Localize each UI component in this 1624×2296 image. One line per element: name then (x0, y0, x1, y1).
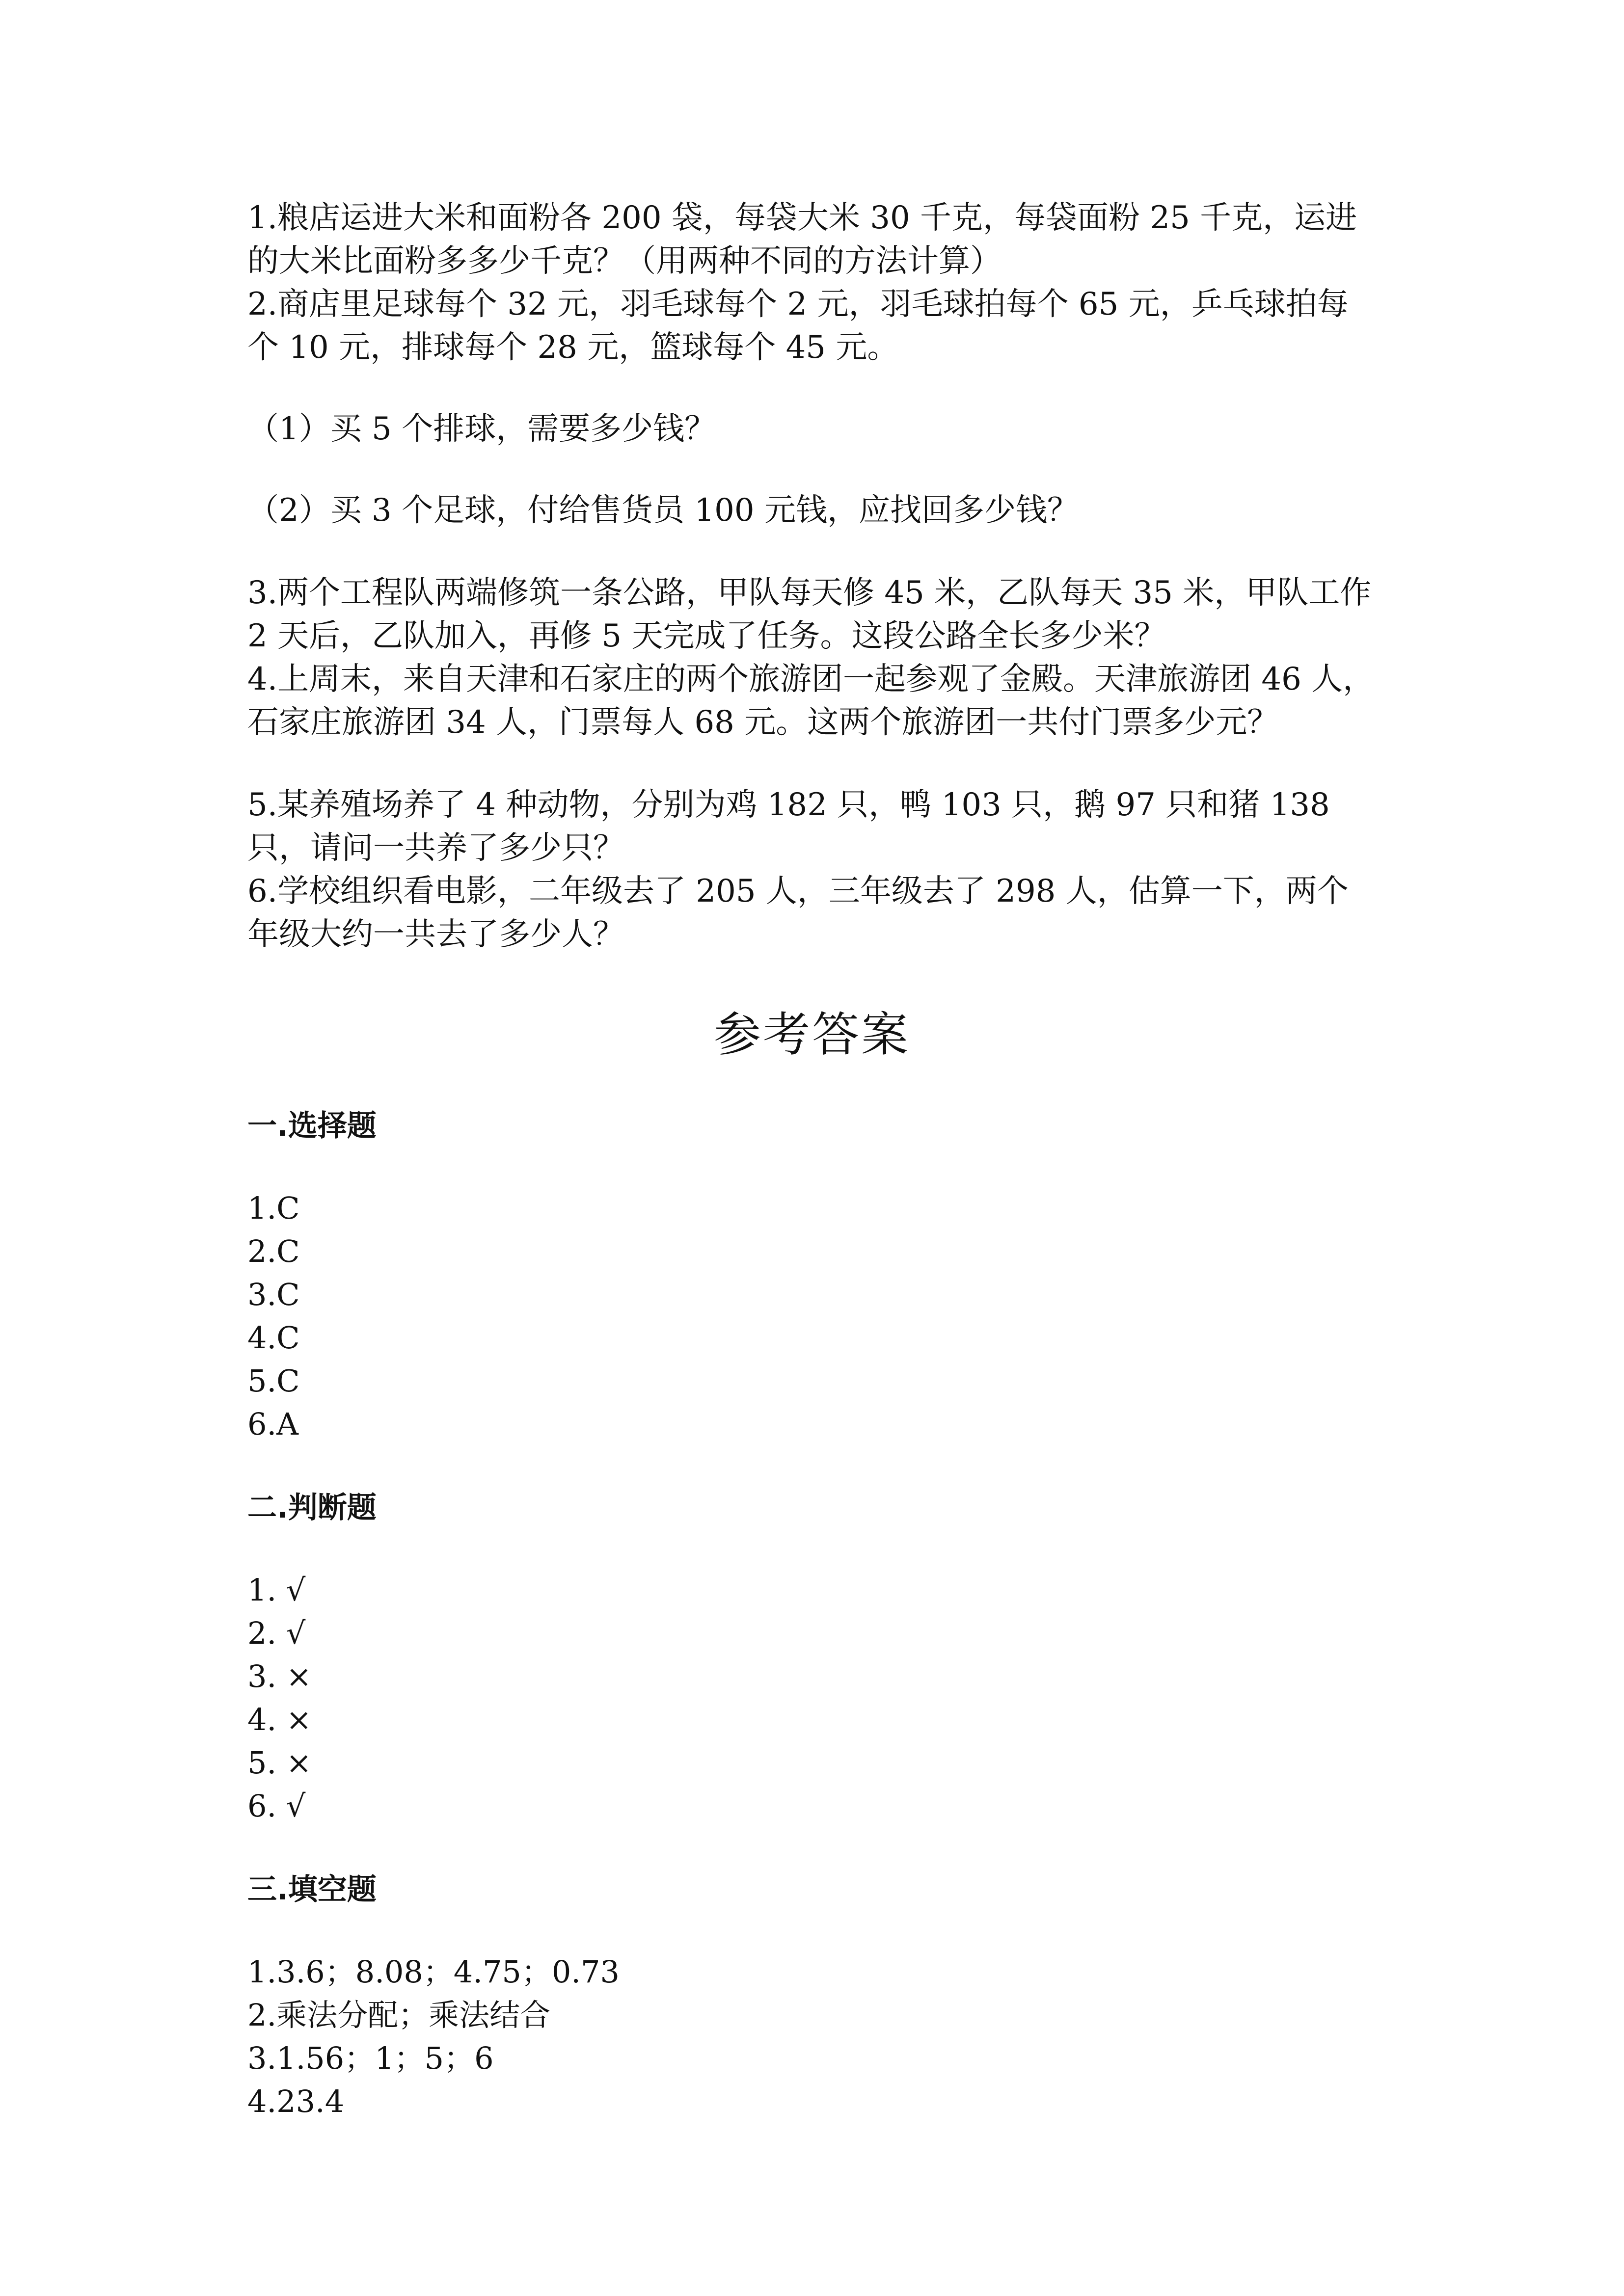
answer-list-fill-blank (247, 1950, 1377, 2123)
answer-item: 4.C (247, 1320, 300, 1356)
problem-2-sub-1: （1）买 5 个排球，需要多少钱？ (247, 411, 716, 447)
answer-item: 1.C (247, 1190, 300, 1226)
answer-item: 6. √ (247, 1788, 306, 1824)
problem-2-sub-2: （2）买 3 个足球，付给售货员 100 元钱，应找回多少钱？ (247, 492, 1079, 529)
section-heading-fill-blank: 三.填空题 (247, 1872, 377, 1907)
answer-item: 2.C (247, 1233, 300, 1269)
problem-1: 1.粮店运进大米和面粉各 200 袋，每袋大米 30 千克，每袋面粉 25 千克，运进的大米比面粉多多少千克？（用两种不同的方法计算） (247, 200, 1357, 279)
answer-item: 5.C (247, 1363, 300, 1399)
answer-item: 3.1.56；1；5；6 (247, 2040, 494, 2076)
answer-item: 1. √ (247, 1572, 306, 1608)
section-heading-judgement: 二.判断题 (247, 1491, 377, 1525)
problem-2: 2.商店里足球每个 32 元，羽毛球每个 2 元，羽毛球拍每个 65 元，乒乓球拍每个 10 元，排球每个 28 元，篮球每个 45 元。 (247, 286, 1349, 366)
answer-item: 4. × (247, 1702, 312, 1737)
problem-6: 6.学校组织看电影，二年级去了 205 人，三年级去了 298 人，估算一下，两个年级大约一共去了多少人？ (247, 873, 1349, 953)
answer-item: 6.A (247, 1406, 298, 1442)
answer-item: 3.C (247, 1277, 300, 1312)
problem-5: 5.某养殖场养了 4 种动物，分别为鸡 182 只，鸭 103 只，鹅 97 只和猪 138 只，请问一共养了多少只？ (247, 787, 1330, 866)
answer-item: 2. √ (247, 1615, 306, 1651)
answer-title: 参考答案 (714, 1007, 910, 1062)
answer-item: 5. × (247, 1745, 312, 1781)
answer-list-judgement (247, 1569, 1377, 1828)
answer-list-choice (247, 1187, 1377, 1446)
answer-item: 3. × (247, 1658, 312, 1694)
answer-item: 1.3.6；8.08；4.75；0.73 (247, 1954, 620, 1990)
problem-4: 4.上周末，来自天津和石家庄的两个旅游团一起参观了金殿。天津旅游团 46 人，石家庄旅游团 34 人，门票每人 68 元。这两个旅游团一共付门票多少元？ (247, 661, 1375, 741)
document-page (247, 196, 1377, 2123)
section-heading-choice: 一.选择题 (247, 1109, 377, 1143)
problem-3: 3.两个工程队两端修筑一条公路，甲队每天修 45 米，乙队每天 35 米，甲队工作 2 天后，乙队加入，再修 5 天完成了任务。这段公路全长多少米？ (247, 575, 1372, 654)
answer-item: 4.23.4 (247, 2083, 345, 2119)
answer-item: 2.乘法分配；乘法结合 (247, 1997, 551, 2033)
